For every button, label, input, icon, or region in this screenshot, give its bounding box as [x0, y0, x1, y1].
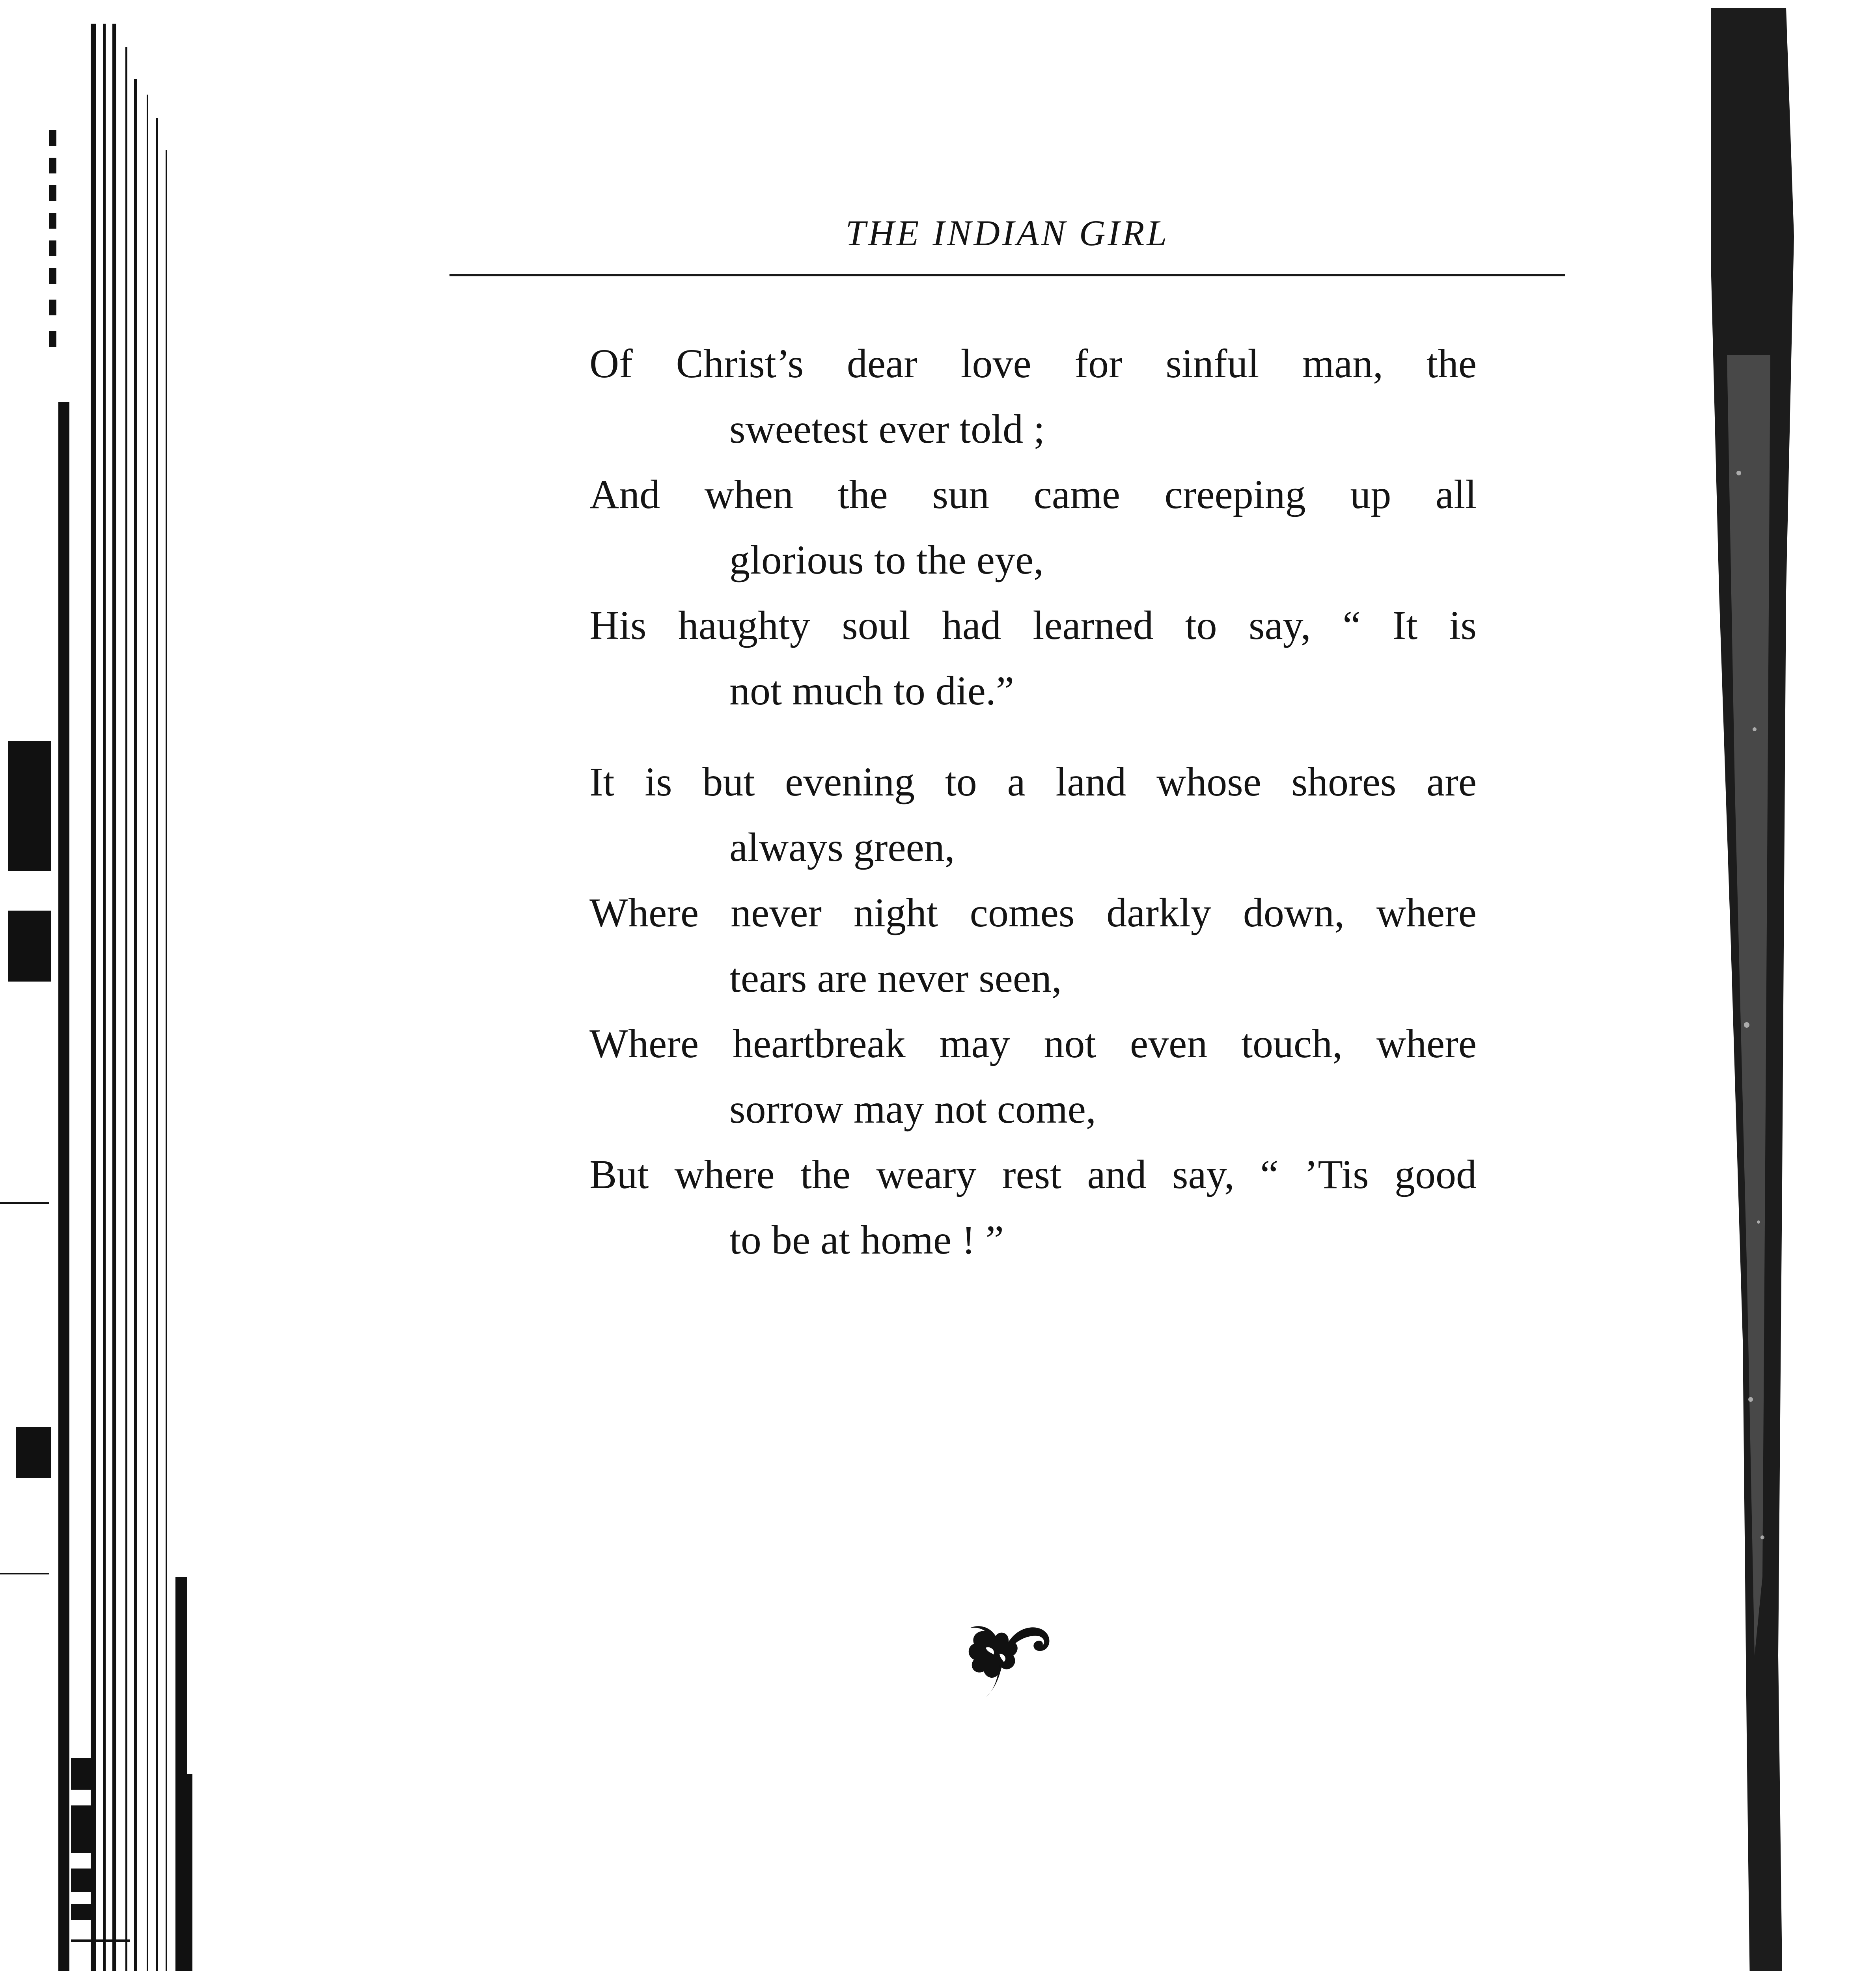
verse-line: Where heartbreak may not even touch, where — [589, 1021, 1477, 1066]
fore-edge-scan — [1703, 0, 1876, 1971]
floral-fleuron-icon — [962, 1616, 1057, 1699]
verse — [589, 593, 1477, 724]
verse-turnover: sorrow may not come, — [729, 1086, 1097, 1132]
verse-line: Of Christ’s dear love for sinful man, the — [589, 341, 1477, 386]
running-head: THE INDIAN GIRL — [845, 213, 1169, 253]
stanza — [589, 331, 1477, 724]
verse-line: But where the weary rest and say, “ ’Tis good — [589, 1152, 1477, 1197]
verse-turnover: to be at home ! ” — [729, 1217, 1004, 1263]
verse-line: It is but evening to a land whose shores are — [589, 759, 1477, 805]
verse-line: His haughty soul had learned to say, “ It is — [589, 603, 1477, 648]
verse — [589, 331, 1477, 462]
verse-turnover: glorious to the eye, — [729, 537, 1044, 583]
header-rule — [449, 274, 1565, 276]
verse — [589, 749, 1477, 880]
verse — [589, 1142, 1477, 1273]
verse-turnover: not much to die.” — [729, 668, 1014, 714]
verse-turnover: always green, — [729, 825, 955, 870]
verse-turnover: sweetest ever told ; — [729, 406, 1045, 452]
verse — [589, 1011, 1477, 1142]
verse-turnover: tears are never seen, — [729, 956, 1062, 1001]
stanza — [589, 749, 1477, 1273]
verse — [589, 462, 1477, 593]
verse-line: Where never night comes darkly down, where — [589, 890, 1477, 935]
binding-edge-scan — [0, 0, 205, 1971]
verse-line: And when the sun came creeping up all — [589, 472, 1477, 517]
poem-body — [589, 331, 1477, 1273]
verse — [589, 880, 1477, 1011]
